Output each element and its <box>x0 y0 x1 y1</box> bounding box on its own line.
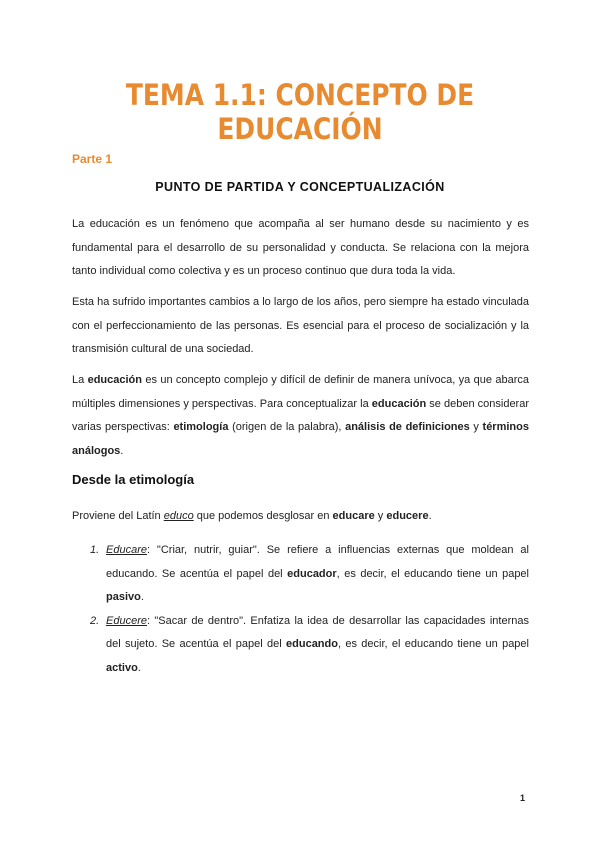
text-run: , es decir, el educando tiene un papel <box>337 638 529 650</box>
text-run: . <box>137 661 141 674</box>
bold-term: educador <box>287 567 337 580</box>
bold-term: activo <box>106 661 138 674</box>
paragraph-intro: La educación es un fenómeno que acompaña al ser humano desde su nacimiento y es fundamental para el desarrollo de su personalidad y conducta. Se relaciona con la mejora tanto individual como colectiva y es un proceso continuo que dura toda la vida. <box>72 218 529 277</box>
page-title: TEMA 1.1: CONCEPTO DE EDUCACIÓN <box>125 78 475 146</box>
latin-word: educo <box>163 510 194 522</box>
text-run: y <box>469 421 483 433</box>
page-number: 1 <box>520 793 526 803</box>
paragraph-concept <box>72 369 529 463</box>
bold-term: educare <box>332 510 375 522</box>
text-run: es un concepto complejo y difícil de definir de manera unívoca, ya que abarca múltiples dimensiones y perspectivas. Para conceptualizar la <box>72 374 529 410</box>
bold-term: educando <box>286 638 338 650</box>
bold-term: educación <box>371 397 427 410</box>
section-heading: PUNTO DE PARTIDA Y CONCEPTUALIZACIÓN <box>155 180 445 194</box>
bold-term: etimología <box>173 421 229 433</box>
bold-term: educere <box>386 510 429 522</box>
paragraph-etymology <box>72 505 529 529</box>
list-number: 1. <box>90 544 100 556</box>
bold-term: términos análogos <box>72 421 529 457</box>
bold-term: pasivo <box>106 591 141 603</box>
bold-term: educación <box>87 374 142 386</box>
text-run: se deben considerar varias perspectivas: <box>72 397 530 433</box>
text-run: . <box>120 444 124 457</box>
text-run: y <box>374 510 387 522</box>
text-run: . <box>140 591 144 603</box>
list-number: 2. <box>90 614 100 627</box>
bold-term: análisis de definiciones <box>345 421 470 433</box>
text-run: , es decir, el educando tiene un papel <box>336 567 529 580</box>
paragraph-history: Esta ha sufrido importantes cambios a lo largo de los años, pero siempre ha estado vinculada con el perfeccionamiento de las personas. Es esencial para el proceso de socialización y la transmisión cultural de una sociedad. <box>72 296 529 355</box>
subsection-heading: Desde la etimología <box>72 472 195 487</box>
list-term: Educare <box>106 544 147 556</box>
list-item <box>72 539 529 610</box>
list-item <box>72 610 529 681</box>
text-run: : "Sacar de dentro". Enfatiza la idea de desarrollar las capacidades internas del sujeto. Se acentúa el papel del <box>106 614 529 650</box>
text-run: La <box>72 374 88 386</box>
text-run: . <box>428 510 432 522</box>
text-run: Proviene del Latín <box>72 510 164 522</box>
etymology-list <box>72 539 529 680</box>
part-label: Parte 1 <box>72 152 113 166</box>
text-run: que podemos desglosar en <box>193 510 333 522</box>
text-run: (origen de la palabra), <box>228 421 346 433</box>
text-run: : "Criar, nutrir, guiar". Se refiere a influencias externas que moldean al educando. Se acentúa el papel del <box>106 544 529 580</box>
list-term: Educere <box>106 614 147 627</box>
